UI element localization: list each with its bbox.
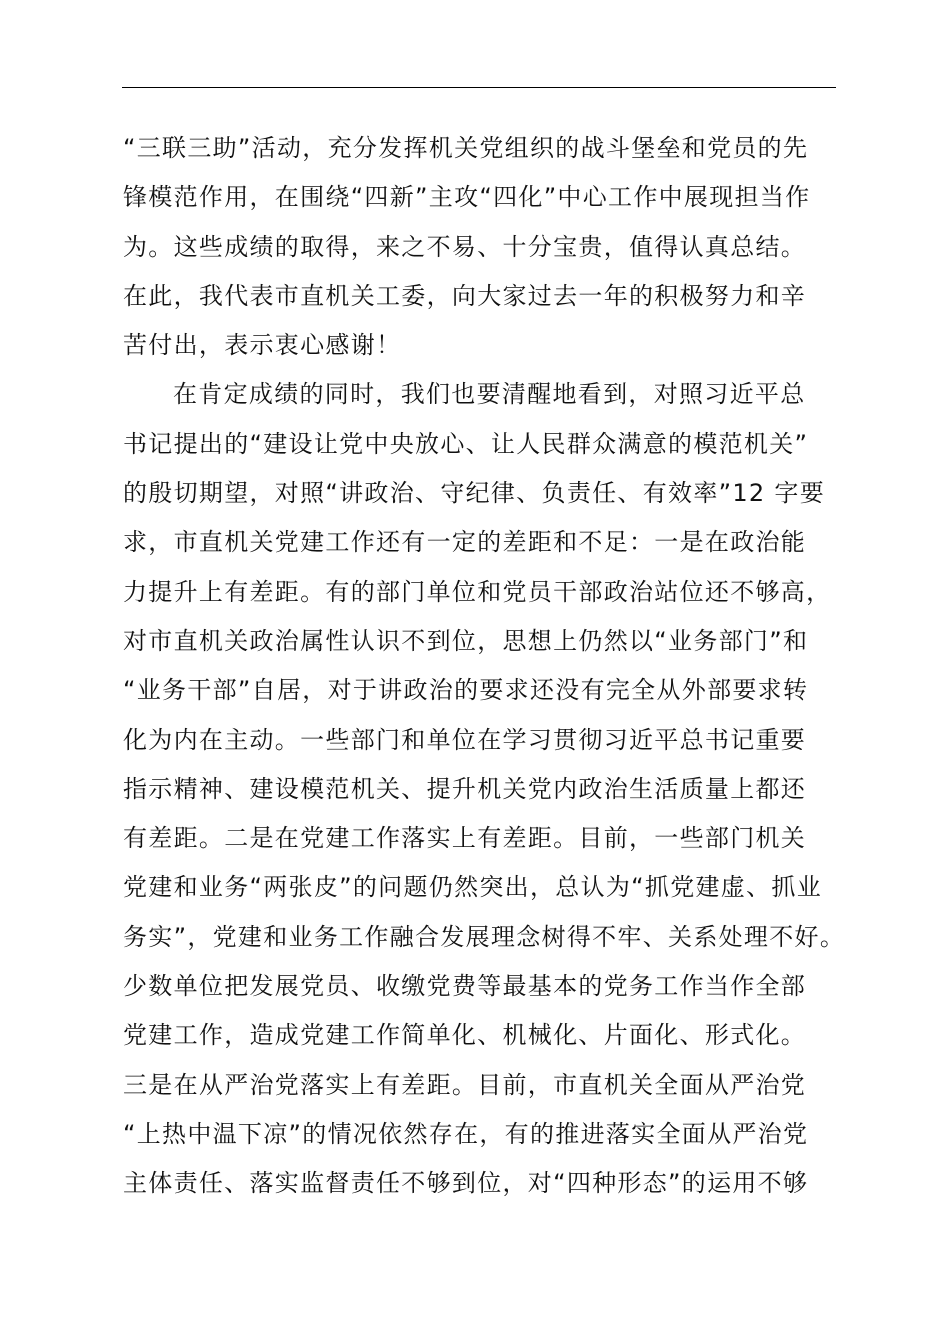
body-text (123, 124, 883, 1209)
text-line: 少数单位把发展党员、收缴党费等最基本的党务工作当作全部 (123, 972, 807, 1001)
text-line: 在此，我代表市直机关工委，向大家过去一年的积极努力和辛 (123, 281, 807, 310)
text-line: 书记提出的“建设让党中央放心、让人民群众满意的模范机关” (123, 429, 809, 458)
text-line: 党建工作，造成党建工作简单化、机械化、片面化、形式化。 (123, 1021, 807, 1050)
text-line: 的殷切期望，对照“讲政治、守纪律、负责任、有效率”12 字要 (123, 479, 826, 508)
text-line: “三联三助”活动，充分发挥机关党组织的战斗堡垒和党员的先 (123, 134, 809, 162)
text-line: 为。这些成绩的取得，来之不易、十分宝贵，值得认真总结。 (123, 232, 807, 261)
text-line: 务实”，党建和业务工作融合发展理念树得不牢、关系处理不好。 (123, 922, 846, 951)
text-line: 有差距。二是在党建工作落实上有差距。目前，一些部门机关 (123, 824, 807, 853)
text-line: 苦付出，表示衷心感谢！ (123, 331, 402, 360)
text-line: 锋模范作用，在围绕“四新”主攻“四化”中心工作中展现担当作 (123, 183, 811, 212)
text-line: 化为内在主动。一些部门和单位在学习贯彻习近平总书记重要 (123, 725, 807, 754)
text-line: 求，市直机关党建工作还有一定的差距和不足：一是在政治能 (123, 528, 807, 557)
text-line: 指示精神、建设模范机关、提升机关党内政治生活质量上都还 (123, 774, 807, 803)
text-line: 力提升上有差距。有的部门单位和党员干部政治站位还不够高， (123, 577, 832, 606)
text-line: “业务干部”自居，对于讲政治的要求还没有完全从外部要求转 (123, 676, 809, 705)
paragraph-start-line: 在肯定成绩的同时，我们也要清醒地看到，对照习近平总 (173, 380, 806, 409)
text-line: “上热中温下凉”的情况依然存在，有的推进落实全面从严治党 (123, 1119, 809, 1148)
text-line: 主体责任、落实监督责任不够到位，对“四种形态”的运用不够 (123, 1169, 809, 1198)
header-rule (122, 87, 836, 88)
text-line: 三是在从严治党落实上有差距。目前，市直机关全面从严治党 (123, 1070, 807, 1099)
text-line: 党建和业务“两张皮”的问题仍然突出，总认为“抓党建虚、抓业 (123, 873, 822, 902)
text-line: 对市直机关政治属性认识不到位，思想上仍然以“业务部门”和 (123, 626, 809, 655)
